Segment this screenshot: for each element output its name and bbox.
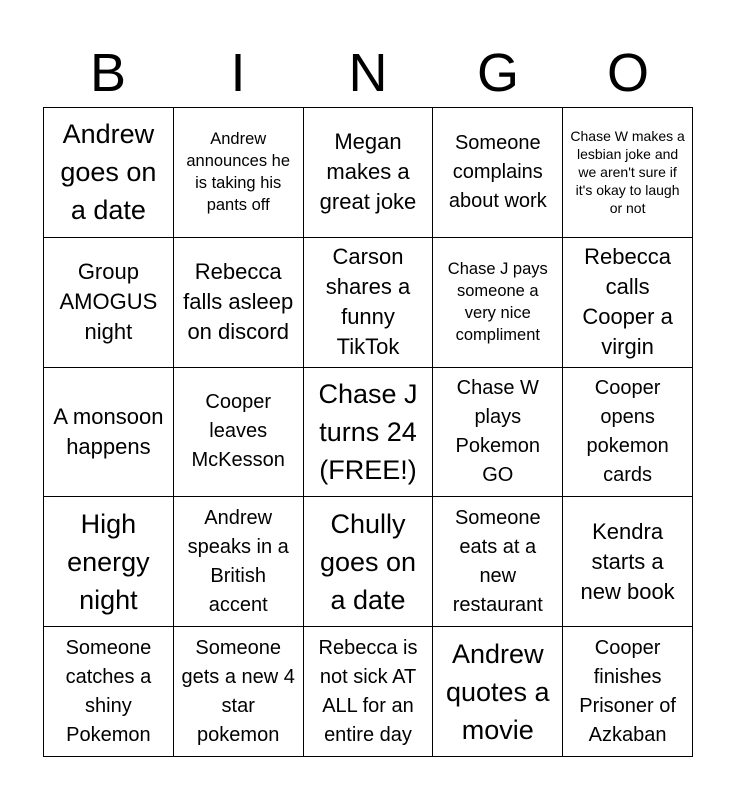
bingo-cell[interactable] bbox=[44, 238, 174, 368]
bingo-cell[interactable] bbox=[304, 627, 434, 757]
bingo-cell[interactable] bbox=[304, 238, 434, 368]
cell-text: Andrew quotes a movie bbox=[445, 638, 550, 745]
cell-text: A monsoon happens bbox=[53, 403, 164, 459]
bingo-grid bbox=[43, 107, 693, 757]
header-letter-b: B bbox=[89, 43, 127, 103]
bingo-cell[interactable] bbox=[174, 497, 304, 627]
cell-text: Cooper finishes Prisoner of Azkaban bbox=[579, 636, 676, 746]
bingo-cell[interactable] bbox=[433, 497, 563, 627]
cell-text: Carson shares a funny TikTok bbox=[325, 244, 411, 360]
bingo-cell[interactable] bbox=[563, 108, 693, 238]
cell-text: Someone gets a new 4 star pokemon bbox=[181, 636, 295, 746]
cell-text: Chase J turns 24 (FREE!) bbox=[318, 378, 418, 485]
cell-text: Andrew goes on a date bbox=[60, 119, 157, 226]
bingo-cell[interactable] bbox=[304, 497, 434, 627]
bingo-cell[interactable] bbox=[174, 238, 304, 368]
cell-text: Chase W makes a lesbian joke and we aren't sure if it's okay to laugh or not bbox=[570, 128, 685, 217]
cell-text: Someone complains about work bbox=[448, 131, 547, 212]
header-letter-g: G bbox=[476, 43, 519, 103]
bingo-cell[interactable] bbox=[44, 497, 174, 627]
bingo-cell[interactable] bbox=[433, 238, 563, 368]
cell-text: High energy night bbox=[67, 508, 150, 615]
cell-text: Andrew announces he is taking his pants off bbox=[186, 130, 291, 215]
cell-text: Megan makes a great joke bbox=[319, 129, 417, 215]
bingo-cell[interactable] bbox=[433, 627, 563, 757]
bingo-cell[interactable] bbox=[44, 108, 174, 238]
bingo-cell[interactable] bbox=[563, 627, 693, 757]
cell-text: Rebecca is not sick AT ALL for an entire day bbox=[318, 636, 418, 746]
header-letter-o: O bbox=[606, 43, 649, 103]
bingo-cell[interactable] bbox=[174, 368, 304, 498]
cell-text: Chully goes on a date bbox=[319, 508, 417, 615]
bingo-cell[interactable] bbox=[563, 497, 693, 627]
cell-text: Cooper opens pokemon cards bbox=[586, 376, 669, 486]
bingo-header bbox=[43, 40, 693, 106]
cell-text: Andrew speaks in a British accent bbox=[187, 506, 289, 616]
header-letter-n: N bbox=[348, 43, 388, 103]
cell-text: Group AMOGUS night bbox=[59, 259, 158, 345]
cell-text: Kendra starts a new book bbox=[580, 518, 675, 604]
bingo-cell[interactable] bbox=[44, 368, 174, 498]
cell-text: Someone catches a shiny Pokemon bbox=[65, 636, 152, 746]
bingo-cell[interactable] bbox=[563, 368, 693, 498]
cell-text: Rebecca calls Cooper a virgin bbox=[582, 244, 673, 360]
cell-text: Chase W plays Pokemon GO bbox=[455, 376, 541, 486]
cell-text: Rebecca falls asleep on discord bbox=[183, 259, 294, 345]
bingo-cell[interactable] bbox=[563, 238, 693, 368]
cell-text: Cooper leaves McKesson bbox=[191, 391, 285, 472]
bingo-cell[interactable] bbox=[174, 627, 304, 757]
cell-text: Someone eats at a new restaurant bbox=[452, 506, 543, 616]
bingo-free-cell[interactable] bbox=[304, 368, 434, 498]
bingo-cell[interactable] bbox=[433, 108, 563, 238]
bingo-cell[interactable] bbox=[433, 368, 563, 498]
bingo-cell[interactable] bbox=[304, 108, 434, 238]
bingo-cell[interactable] bbox=[44, 627, 174, 757]
bingo-cell[interactable] bbox=[174, 108, 304, 238]
cell-text: Chase J pays someone a very nice compliment bbox=[447, 260, 548, 345]
header-letter-i: I bbox=[230, 43, 246, 103]
